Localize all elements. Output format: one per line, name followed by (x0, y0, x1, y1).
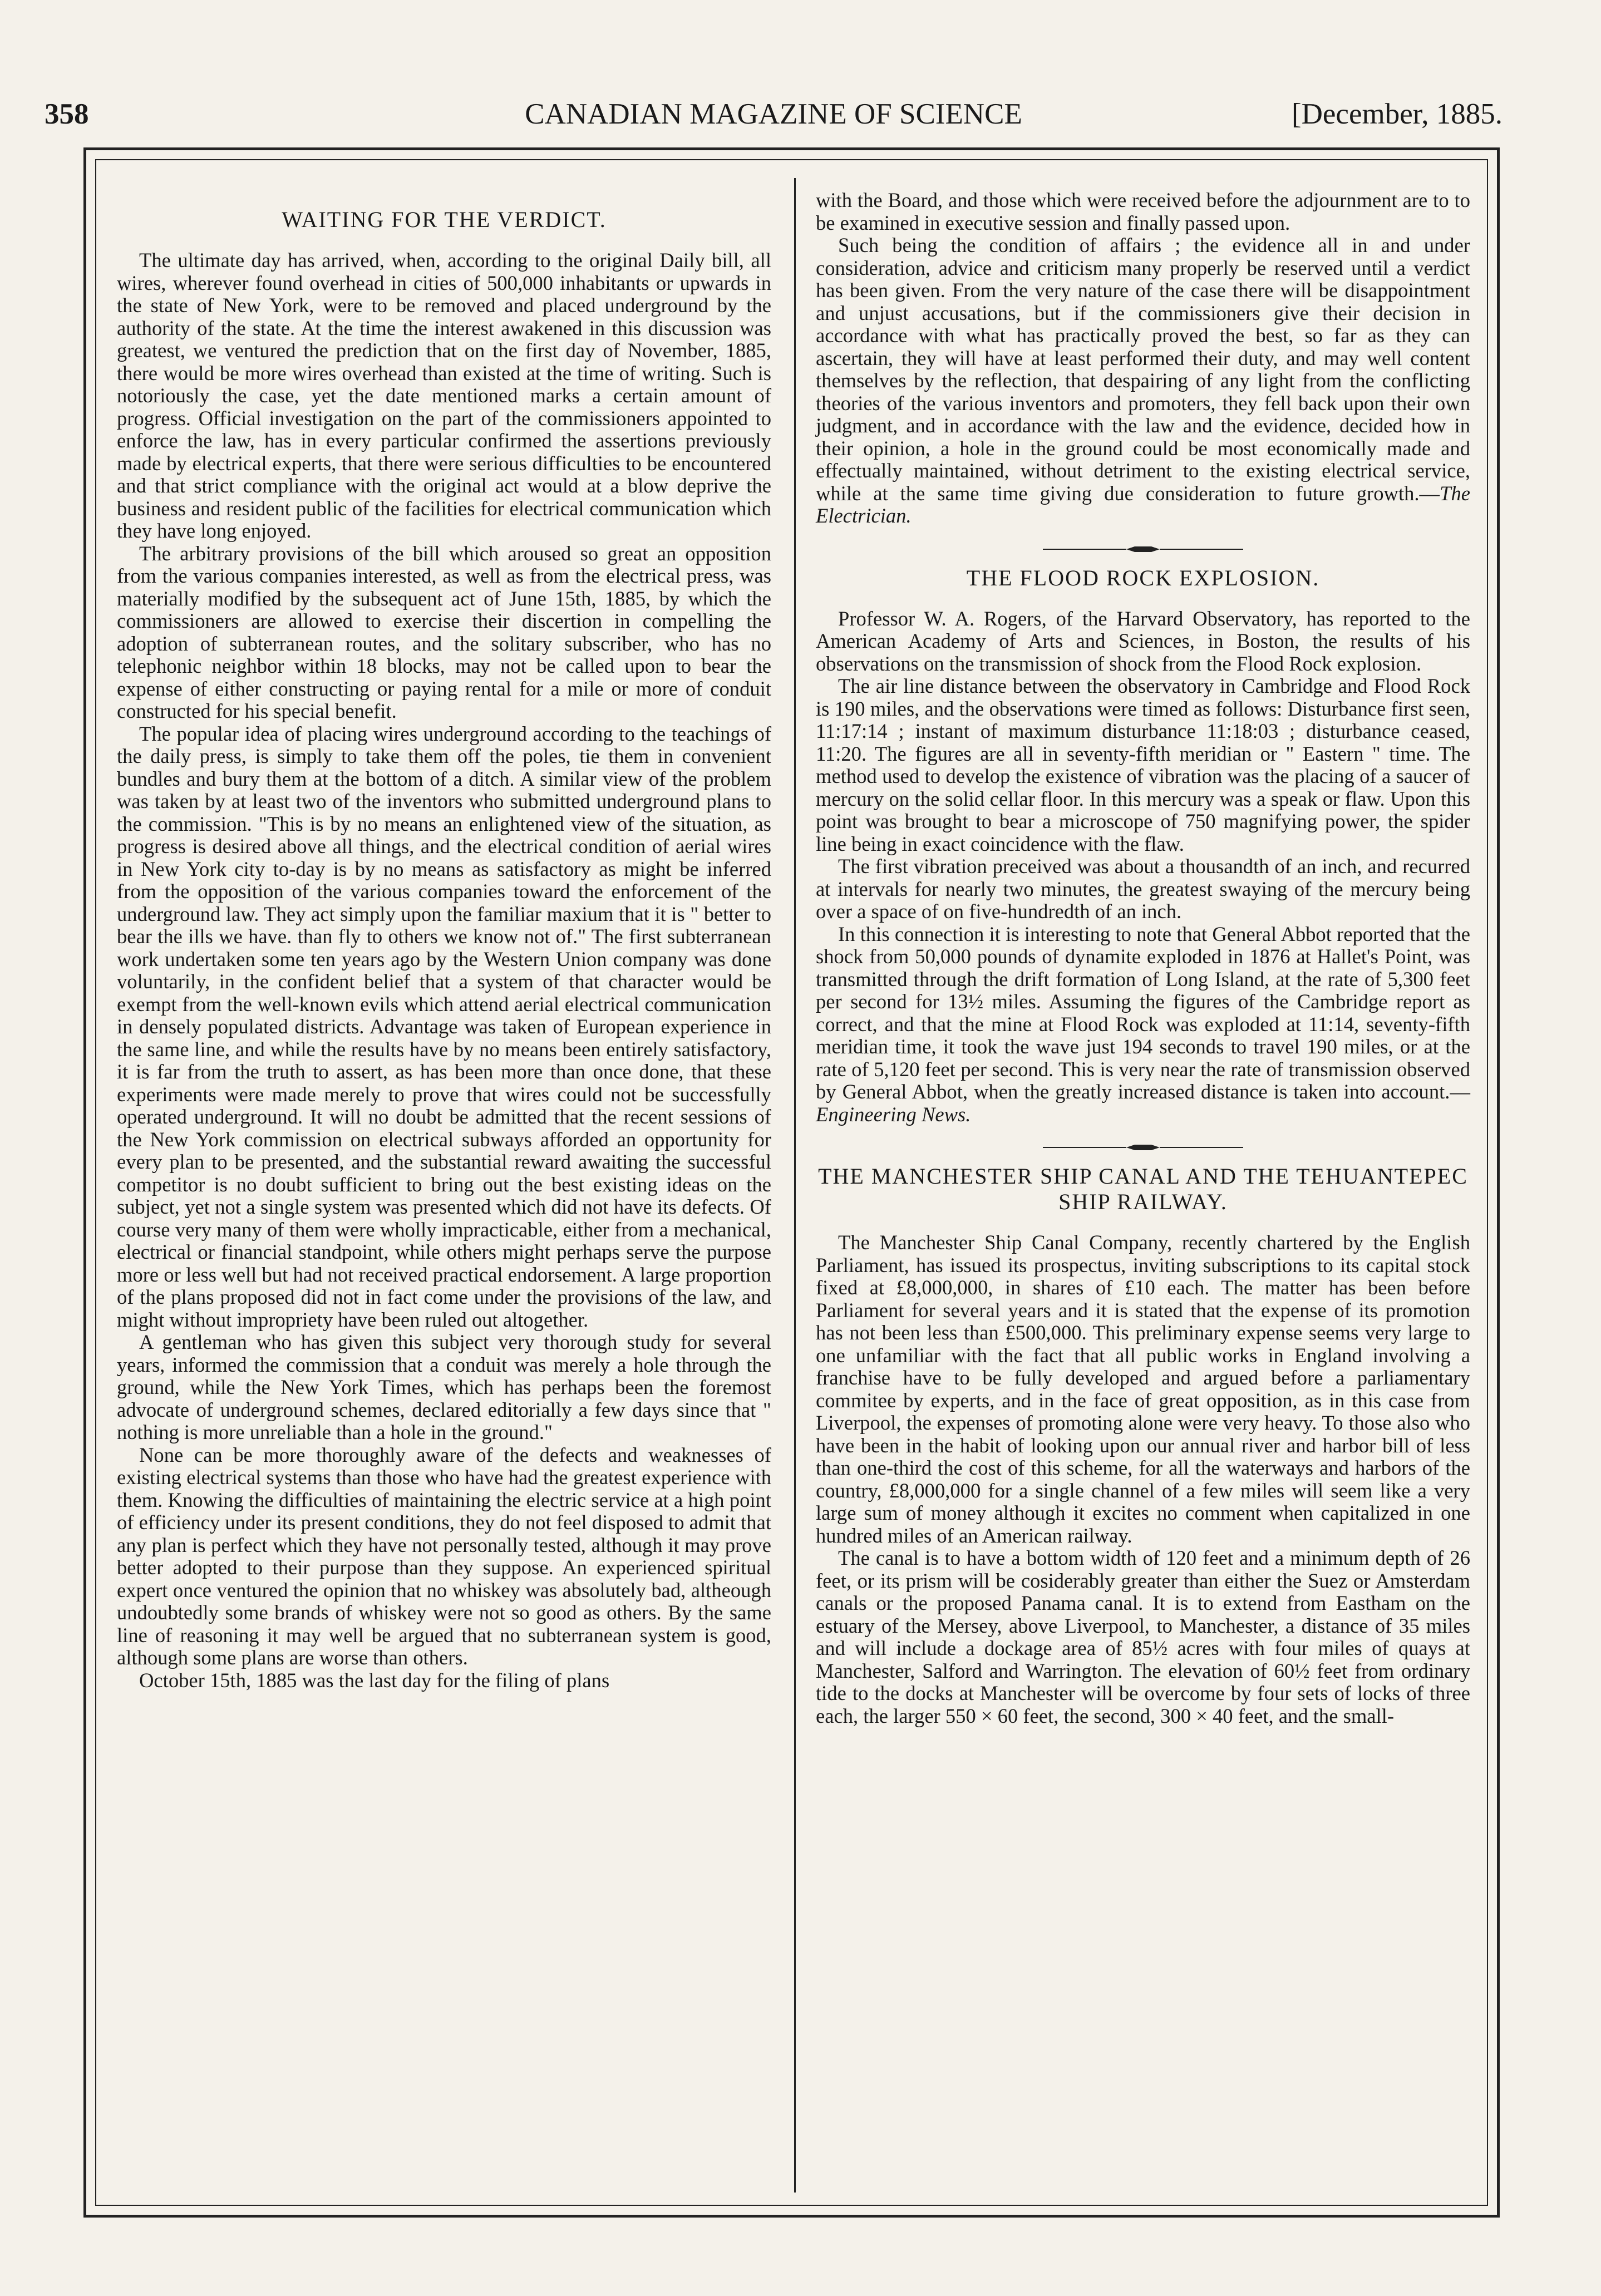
article-heading-manchester-canal: THE MANCHESTER SHIP CANAL AND THE TEHUANTEPEC SHIP RAILWAY. (818, 1164, 1468, 1214)
running-title: CANADIAN MAGAZINE OF SCIENCE (525, 98, 1022, 130)
paragraph: October 15th, 1885 was the last day for the filing of plans (139, 1668, 610, 1692)
left-column (117, 178, 771, 1692)
article-heading-flood-rock: THE FLOOD ROCK EXPLOSION. (966, 565, 1320, 590)
paragraph: The canal is to have a bottom width of 120 feet and a minimum depth of 26 feet, or its prism will be cosiderably greater than either the Suez or Amsterdam canals or the proposed Panama canal. It is to extend from Eastham on the estuary of the Mersey, above Liverpool, to Manchester, a distance of 35 miles and will include a dockage area of 85½ acres with four miles of quays at Manchester, Salford and Warrington. The elevation of 60½ feet from ordinary tide to the docks at Manchester will be overcome by four sets of locks of three each, the larger 550 × 60 feet, the second, 300 × 40 feet, and the small- (816, 1546, 1470, 1727)
paragraph: The Manchester Ship Canal Company, recently chartered by the English Parliament, has issued its prospectus, inviting subscriptions to its capital stock fixed at £8,000,000, in shares of £10 each. The matter has been before Parliament for several years and it is stated that the expense of its promotion has not been less than £500,000. This preliminary expense seems very large to one unfamiliar with the fact that all public works in England involving a franchise have to be fully developed and argued before a parliamentary commitee by experts, and in the face of great opposition, as in this case from Liverpool, the expenses of promoting alone were very heavy. To those also who have been in the habit of looking upon our annual river and harbor bill of less than one-third the cost of this scheme, for all the waterways and harbors of the country, £8,000,000 for a single channel of a few miles will seem like a very large sum of money although it excites no comment when capitalized in one hundred miles of an American railway. (816, 1231, 1470, 1547)
issue-date: [December, 1885. (1291, 98, 1503, 130)
paragraph: The ultimate day has arrived, when, according to the original Daily bill, all wires, wherever found overhead in cities of 500,000 inhabitants or upwards in the state of New York, were to be removed and placed underground by the authority of the state. At the time the interest awakened in this discussion was greatest, we ventured the prediction that on the first day of November, 1885, there would be more wires overhead than existed at the time of writing. Such is notoriously the case, yet the date mentioned marks a certain amount of progress. Official investigation on the part of the commissioners appointed to enforce the law, has in every particular confirmed the assertions previously made by electrical experts, that there were serious difficulties to be encountered and that strict compliance with the original act would at a blow deprive the business and resident public of the facilities for electrical communication which they have long enjoyed. (117, 249, 771, 542)
paragraph-text: Such being the condition of affairs ; the evidence all in and under consideration, advice and criticism many properly be reserved until a verdict has been given. From the very nature of the case there will be disappointment and unjust accusations, but if the commissioners give their decision in accordance with what has practically proved the best, so far as they can ascertain, they will have at least performed their duty, and may well content themselves by the reflection, that despairing of any light from the conflicting theories of the various inventors and promoters, they fell back upon their own judgment, and in accordance with the law and the evidence, decided how in their opinion, a hole in the ground could be most economically made and effectually maintained, without detriment to the existing electrical service, while at the same time giving due consideration to future growth.— (816, 234, 1470, 505)
paragraph (816, 234, 1470, 528)
source-note: Engineering News. (816, 1102, 971, 1126)
right-column (816, 189, 1470, 1727)
paragraph (816, 923, 1470, 1126)
paragraph: The first vibration preceived was about a thousandth of an inch, and recurred at intervals for nearly two minutes, the greatest swaying of the mercury being over a space of on five-hundredth of an inch. (816, 855, 1470, 923)
article-heading-verdict: WAITING FOR THE VERDICT. (282, 207, 607, 232)
paragraph: with the Board, and those which were received before the adjournment are to to be examined in executive session and finally passed upon. (816, 189, 1470, 234)
paragraph-text: In this connection it is interesting to note that General Abbot reported that the shock from 50,000 pounds of dynamite exploded in 1876 at Hallet's Point, was transmitted through the drift formation of Long Island, at the rate of 5,300 feet per second for 13½ miles. Assuming the figures of the Cambridge report as correct, and that the mine at Flood Rock was exploded at 11:14, seventy-fifth meridian time, it took the wave just 194 seconds to travel 190 miles, or at the rate of 5,120 feet per second. This is very near the rate of transmission observed by General Abbot, when the greatly increased distance is taken into account.— (816, 922, 1470, 1103)
paragraph: The arbitrary provisions of the bill which aroused so great an opposition from the various companies interested, as well as from the electrical press, was materially modified by the subsequent act of June 15th, 1885, by which the commissioners are allowed to exercise their discertion in compelling the adoption of subterranean routes, and the solitary subscriber, who has no telephonic neighbor within 18 blocks, may not be called upon to bear the expense of either constructing or paying rental for a mile or more of conduit constructed for his special benefit. (117, 541, 771, 722)
page-header (45, 92, 1503, 136)
column-rule (794, 178, 796, 2192)
paragraph: The air line distance between the observatory in Cambridge and Flood Rock is 190 miles, and the observations were timed as follows: Disturbance first seen, 11:17:14 ; instant of maximum disturbance 11:18:03 ; disturbance ceased, 11:20. The figures are all in seventy-fifth meridian or " Eastern " time. The method used to develop the existence of vibration was the placing of a saucer of mercury on the solid cellar floor. In this mercury was a speak or flaw. Upon this point was brought to bear a microscope of 750 magnifying power, the spider line being in exact coincidence with the flaw. (816, 674, 1470, 855)
paragraph: Professor W. A. Rogers, of the Harvard Observatory, has reported to the American Academy of Arts and Sciences, in Boston, the results of his observations on the transmission of shock from the Flood Rock explosion. (816, 607, 1470, 675)
page-number: 358 (45, 98, 89, 130)
section-divider-ornament (1043, 544, 1243, 554)
paragraph: None can be more thoroughly aware of the defects and weaknesses of existing electrical systems than those who have had the greatest experience with them. Knowing the difficulties of maintaining the electric service at a high point of efficiency under its present conditions, they do not feel disposed to admit that any plan is perfect which they have not personally tested, although it may prove better adopted to their purpose than they suppose. An experienced spiritual expert once ventured the opinion that no whiskey was absolutely bad, altheough undoubtedly some brands of whiskey were not so good as others. By the same line of reasoning it may well be argued that no subterranean system is good, although some plans are worse than others. (117, 1443, 771, 1669)
paragraph: The popular idea of placing wires underground according to the teachings of the daily press, is simply to take them off the poles, tie them in convenient bundles and bury them at the bottom of a ditch. A similar view of the problem was taken by at least two of the inventors who submitted underground plans to the commission. "This is by no means an enlightened view of the situation, as progress is desired above all things, and the electrical condition of aerial wires in New York city to-day is by no means as satisfactory as might be inferred from the opposition of the various companies toward the enforcement of the underground law. They act simply upon the familiar maxium that it is " better to bear the ills we have. than fly to others we know not of." The first subterranean work undertaken some ten years ago by the Western Union company was done voluntarily, in the confident belief that a system of that character would be exempt from the well-known evils which attend aerial electrical communication in densely populated districts. Advantage was taken of European experience in the same line, and while the results have by no means been entirely satisfactory, it is far from the truth to assert, as has been more than once done, that these experiments were made merely to prove that wires could not be successfully operated underground. It will no doubt be admitted that the recent sessions of the New York commission on electrical subways afforded an opportunity for every plan to be presented, and the substantial reward awaiting the successful competitor is no doubt sufficient to bring out the best existing ideas on the subject, yet not a single system was presented which did not have its defects. Of course very many of them were wholly impracticable, either from a mechanical, electrical or financial standpoint, while others might perhaps serve the purpose more or less well but had not received practical endorsement. A large proportion of the plans proposed did not in fact come under the provisions of the law, and might without impropriety have been ruled out altogether. (117, 722, 771, 1331)
source-note: The Electrician. (816, 481, 1470, 527)
section-divider-ornament (1043, 1142, 1243, 1152)
paragraph: A gentleman who has given this subject very thorough study for several years, informed the commission that a conduit was merely a hole through the ground, while the New York Times, which has perhaps been the foremost advocate of underground schemes, declared editorially a few days since that " nothing is more unreliable than a hole in the ground." (117, 1331, 771, 1443)
